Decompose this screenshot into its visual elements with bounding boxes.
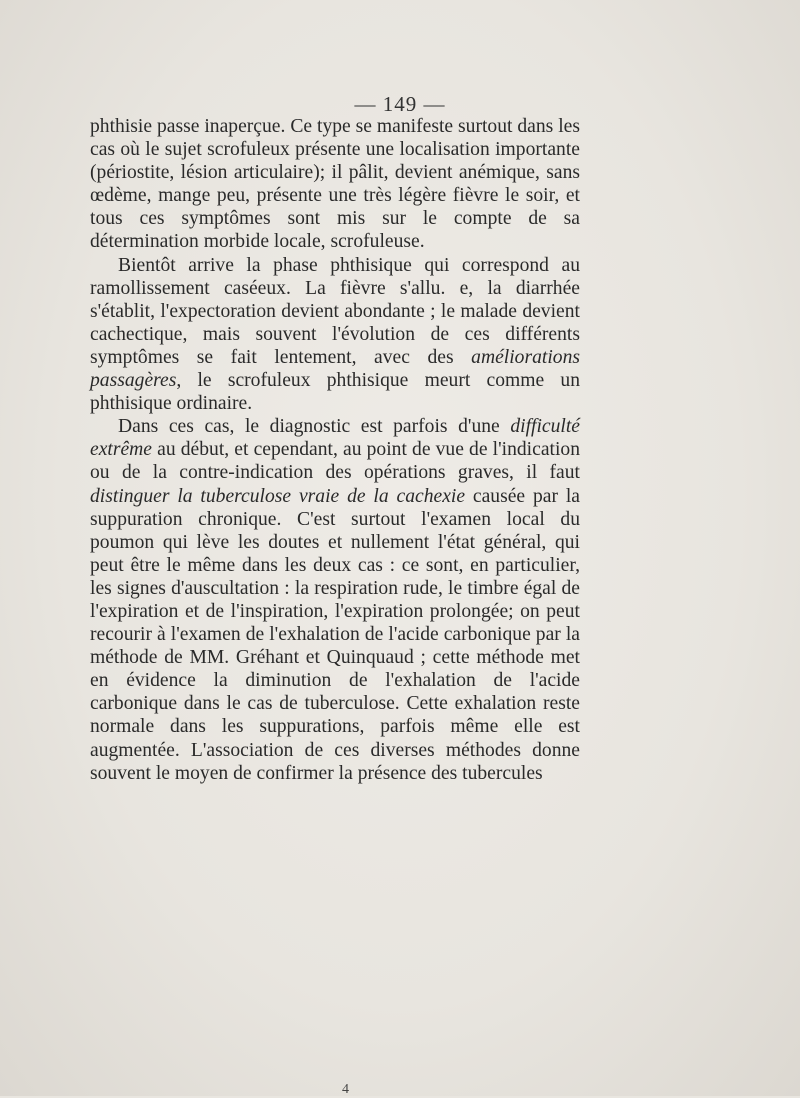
text-run: , le scrofuleux phthisique meurt comme un phthisique ordinaire.: [90, 370, 580, 415]
text-run: au début, et cependant, au point de vue de l'indication ou de la contre-indication des opérations graves, il faut: [90, 439, 580, 484]
italic-phrase: difficulté extrême: [90, 416, 580, 461]
paragraph-p1: [90, 115, 580, 254]
footer-mark: 4: [342, 1082, 349, 1097]
text-run: Dans ces cas, le diagnostic est parfois d'une: [118, 416, 511, 438]
italic-phrase: améliorations passagères: [90, 346, 580, 392]
paragraph-p2: [90, 254, 580, 416]
italic-phrase: distinguer la tuberculose vraie de la cachexie: [90, 485, 466, 507]
text-run: causée par la suppuration chronique. C'est surtout l'examen local du poumon qui lève les doutes et nullement l'état général, qui peut être le même dans les deux cas : ce sont, en particulier, les signes d'auscultation : la respiration rude, le timbre égal de l'expiration et de l'inspiration, l'expiration prolongée; on peut recourir à l'examen de l'exhalation de l'acide carbonique par la méthode de MM. Gréhant et Quinquaud ; cette méthode met en évidence la diminution de l'exhalation de l'acide carbonique dans le cas de tuberculose. Cette exhalation reste normale dans les suppurations, parfois même elle est augmentée. L'association de ces diverses méthodes donne souvent le moyen de confirmer la présence des tubercules: [90, 485, 580, 784]
text-run: phthisie passe inaperçue. Ce type se manifeste surtout dans les cas où le sujet scrofuleux présente une localisation importante (périostite, lésion articulaire); il pâlit, devient anémique, sans œdème, mange peu, présente une très légère fièvre le soir, et tous ces symptômes sont mis sur le compte de sa détermination morbide locale, scrofuleuse.: [90, 116, 580, 253]
text-run: Bientôt arrive la phase phthisique qui correspond au ramollissement caséeux. La fièvre s'allu. e, la diarrhée s'établit, l'expectoration devient abondante ; le malade devient cachectique, mais souvent l'évolution de ces différents symptômes se fait lentement, avec des: [90, 254, 580, 368]
paragraph-p3: [90, 415, 580, 785]
page-number: — 149 —: [354, 92, 446, 116]
body-text: [90, 115, 580, 785]
